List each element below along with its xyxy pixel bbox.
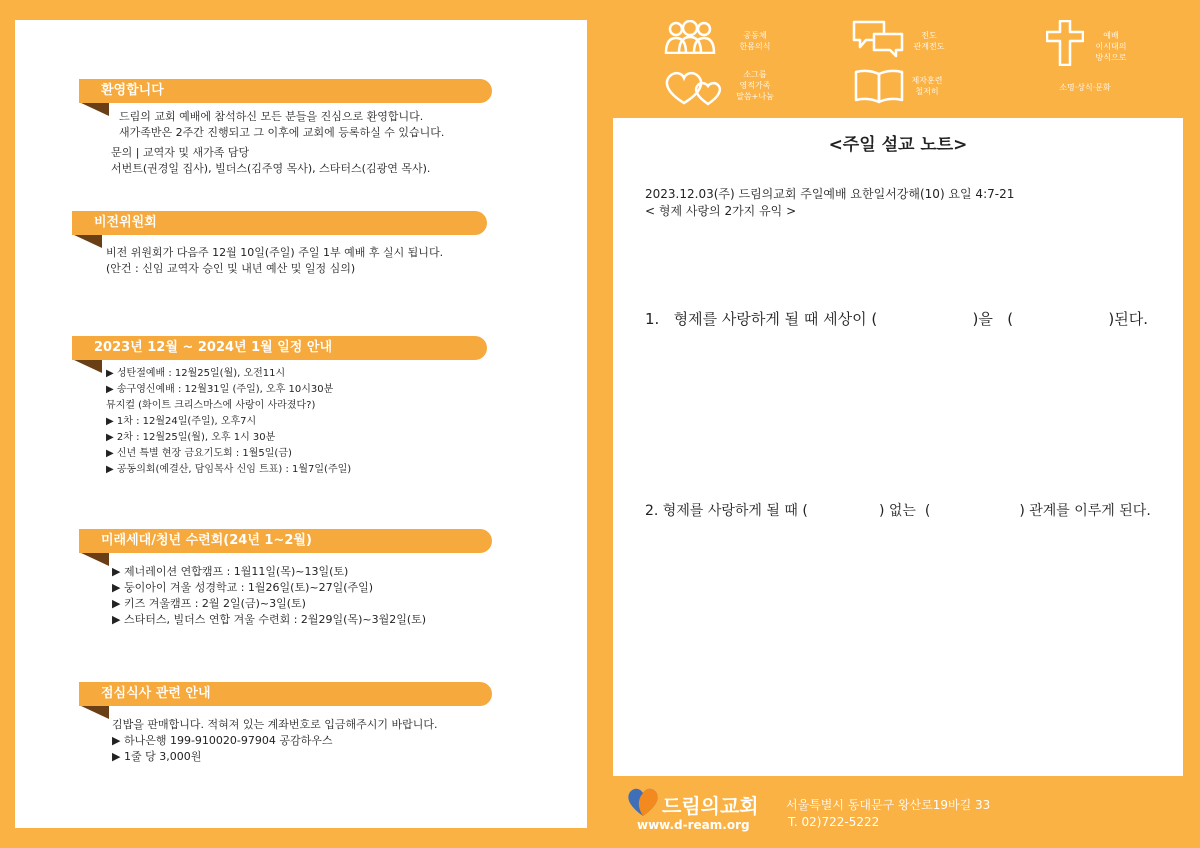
welcome-body: [111, 109, 444, 177]
schedule-item: 뮤지컬 (화이트 크리스마스에 사랑이 사라졌다?): [106, 400, 316, 411]
bank-account: ▶ 하나은행 199-910020-97904 공감하우스: [112, 734, 333, 747]
price: ▶ 1줄 당 3,000원: [112, 750, 202, 763]
tab-fold: [72, 359, 102, 373]
sermon-meta: [645, 186, 1014, 220]
church-logo-icon: [626, 786, 660, 822]
tab-fold: [79, 552, 109, 566]
schedule-item: ▶ 송구영신예배 : 12월31일 (주일), 오후 10시30분: [106, 384, 334, 395]
retreat-item: ▶ 스타터스, 빌더스 연합 겨울 수련회 : 2월29일(목)~3월2일(토): [112, 613, 427, 626]
community-label: 공동체 한몸의식: [739, 31, 771, 51]
address-line: 서울특별시 동대문구 왕산로19바길 33: [786, 798, 991, 812]
discipleship-label: 제자훈련 철저히: [911, 76, 943, 96]
schedule-item: ▶ 2차 : 12월25일(월), 오후 1시 30분: [106, 432, 276, 443]
vision-body: [106, 245, 443, 277]
sermon-date-line: 2023.12.03(주) 드림의교회 주일예배 요한일서강해(10) 요일 4:7-21: [645, 187, 1015, 201]
retreat-item: ▶ 제너레이션 연합캠프 : 1월11일(목)~13일(토): [112, 565, 349, 578]
schedule-item: ▶ 1차 : 12월24일(주일), 오후7시: [106, 416, 257, 427]
schedule-title: 2023년 12월 ~ 2024년 1월 일정 안내: [94, 340, 333, 355]
tab-fold: [79, 102, 109, 116]
schedule-item: ▶ 공동의회(예결산, 담임목사 신임 트표) : 1월7일(주일): [106, 464, 352, 475]
retreat-title: 미래세대/청년 수련회(24년 1~2월): [101, 533, 312, 548]
welcome-line: 새가족반은 2주간 진행되고 그 이후에 교회에 등록하실 수 있습니다.: [119, 126, 445, 139]
calling-label: 소명·상식·문화: [1059, 83, 1111, 92]
contact-label: 문의 | 교역자 및 새가족 담당: [111, 146, 250, 159]
retreat-item: ▶ 둥이아이 겨울 성경학교 : 1월26일(토)~27일(주일): [112, 581, 374, 594]
schedule-item: ▶ 성탄절예배 : 12월25일(월), 오전11시: [106, 368, 286, 379]
tab-fold: [72, 234, 102, 248]
vision-header: [72, 211, 487, 235]
vision-line: (안건 : 신임 교역자 승인 및 내년 예산 및 일정 심의): [106, 262, 356, 275]
sermon-note-title: <주일 설교 노트>: [828, 135, 968, 155]
schedule-body: [106, 366, 351, 478]
lunch-title: 점심식사 관련 안내: [101, 686, 211, 701]
announcements-panel: [15, 20, 587, 828]
lunch-body: [112, 717, 438, 765]
retreat-body: [112, 564, 426, 628]
community-icon: [664, 20, 716, 58]
retreat-header: [79, 529, 492, 553]
lunch-header: [79, 682, 492, 706]
lunch-line: 김밥을 판매합니다. 적혀져 있는 계좌번호로 입금해주시기 바랍니다.: [112, 718, 438, 731]
welcome-header: [79, 79, 492, 103]
schedule-item: ▶ 신년 특별 현장 금요기도회 : 1월5일(금): [106, 448, 292, 459]
sermon-subtitle: < 형제 사랑의 2가지 유익 >: [645, 204, 797, 218]
vision-line: 비전 위원회가 다음주 12월 10일(주일) 주일 1부 예배 후 실시 됩니다.: [106, 246, 444, 259]
schedule-header: [72, 336, 487, 360]
welcome-line: 드림의 교회 예배에 참석하신 모든 분들을 진심으로 환영합니다.: [119, 110, 424, 123]
church-address: [786, 797, 990, 831]
welcome-title: 환영합니다: [101, 83, 164, 98]
worship-label: 예배 이시대의 방식으로: [1095, 31, 1127, 62]
question-2: 2. 형제를 사랑하게 될 때 ( ) 없는 ( ) 관계를 이루게 된다.: [645, 503, 1151, 519]
hearts-icon: [664, 68, 724, 110]
question-1: 1. 형제를 사랑하게 될 때 세상이 ( )을 ( )된다.: [645, 310, 1149, 328]
evangelism-label: 전도 관계전도: [913, 31, 945, 51]
retreat-item: ▶ 키즈 겨울캠프 : 2월 2일(금)~3일(토): [112, 597, 306, 610]
vision-title: 비전위원회: [94, 215, 157, 230]
phone-line: T. 02)722-5222: [788, 815, 880, 829]
church-url[interactable]: www.d-ream.org: [637, 818, 750, 832]
tab-fold: [79, 705, 109, 719]
church-name: 드림의교회: [662, 794, 759, 818]
sermon-note-panel: [613, 118, 1183, 776]
smallgroup-label: 소그룹 영적가족 말씀+나눔: [736, 70, 774, 101]
contact-names: 서번트(권경일 집사), 빌더스(김주영 목사), 스타터스(김광연 목사).: [111, 162, 431, 175]
